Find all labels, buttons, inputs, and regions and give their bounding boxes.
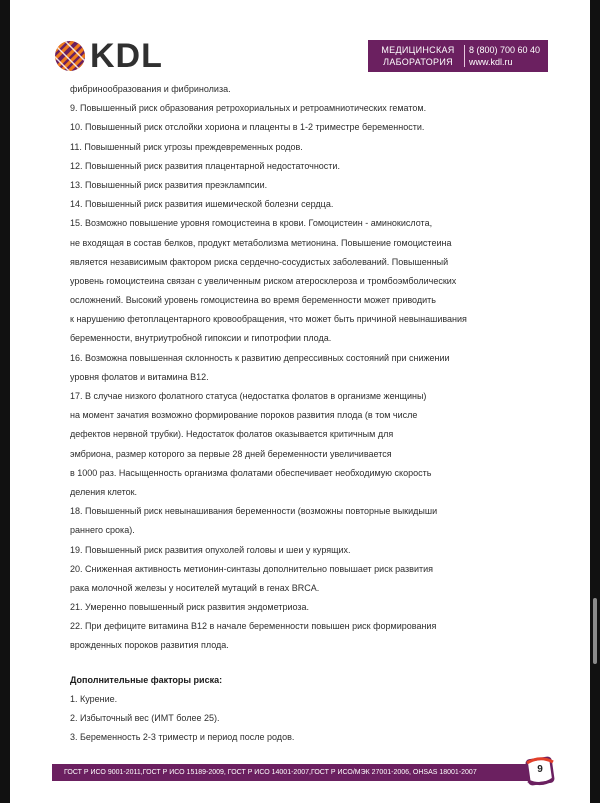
additional-factor-item: 3. Беременность 2-3 триместр и период после родов.	[70, 732, 295, 743]
contact-info	[469, 44, 540, 68]
text-line: на момент зачатия возможно формирование пороков развития плода (в том числе	[70, 410, 418, 421]
page-number-badge	[522, 753, 558, 789]
text-line: 17. В случае низкого фолатного статуса (недостатка фолатов в организме женщины)	[70, 391, 427, 401]
brand-name: KDL	[90, 37, 163, 75]
text-line: уровня фолатов и витамина B12.	[70, 371, 209, 382]
document-body	[70, 80, 560, 747]
text-line: 22. При дефиците витамина B12 в начале беременности повышен риск формирования	[70, 621, 437, 632]
footer-standards-text: ГОСТ Р ИСО 9001-2011,ГОСТ Р ИСО 15189-2009, ГОСТ Р ИСО 14001-2007,ГОСТ Р ИСО/МЭК 27001-2006, OHSAS 18001-2007	[64, 769, 477, 776]
phone-number[interactable]: 8 (800) 700 60 40	[469, 45, 541, 55]
lab-title-line: МЕДИЦИНСКАЯ	[381, 45, 455, 55]
text-line: к нарушению фетоплацентарного кровообращения, что может быть причиной невынашивания	[70, 314, 467, 325]
text-line: 19. Повышенный риск развития опухолей головы и шеи у курящих.	[70, 544, 351, 555]
website-link[interactable]: www.kdl.ru	[469, 57, 513, 67]
text-line: 12. Повышенный риск развития плацентарной недостаточности.	[70, 160, 340, 171]
document-page	[10, 0, 590, 803]
text-line: не входящая в состав белков, продукт метаболизма метионина. Повышение гомоцистеина	[70, 237, 452, 248]
header-separator	[464, 45, 465, 67]
text-line: дефектов нервной трубки). Недостаток фолатов оказывается критичным для	[70, 429, 394, 440]
text-line: 10. Повышенный риск отслойки хориона и плаценты в 1-2 триместре беременности.	[70, 122, 425, 133]
text-line: уровень гомоцистеина связан с увеличенным риском атеросклероза и тромбоэмболических	[70, 275, 457, 286]
kdl-logo	[54, 37, 214, 75]
text-line: 13. Повышенный риск развития преэклампсии.	[70, 179, 268, 190]
text-line: 18. Повышенный риск невынашивания беременности (возможны повторные выкидыши	[70, 506, 438, 517]
text-line: беременности, внутриутробной гипоксии и гипотрофии плода.	[70, 333, 332, 344]
additional-factor-item: 1. Курение.	[70, 693, 118, 704]
text-line: 11. Повышенный риск угрозы преждевременных родов.	[70, 141, 303, 152]
page-number: 9	[537, 764, 543, 775]
text-line: 15. Возможно повышение уровня гомоцистеина в крови. Гомоцистеин - аминокислота,	[70, 218, 433, 229]
text-line: 9. Повышенный риск образования ретрохориальных и ретроамниотических гематом.	[70, 103, 427, 114]
text-line: рака молочной железы у носителей мутаций в генах BRCA.	[70, 582, 320, 593]
text-line: эмбриона, размер которого за первые 28 дней беременности увеличивается	[70, 448, 392, 459]
text-line: деления клеток.	[70, 486, 138, 497]
header-contact-box	[368, 40, 548, 72]
kdl-logo-icon	[54, 40, 86, 72]
additional-factor-item: 2. Избыточный вес (ИМТ более 25).	[70, 713, 220, 723]
text-line: является независимым фактором риска сердечно-сосудистых заболеваний. Повышенный	[70, 256, 449, 267]
text-line: 16. Возможна повышенная склонность к развитию депрессивных состояний при снижении	[70, 352, 450, 363]
text-line: в 1000 раз. Насыщенность организма фолатами обеспечивает необходимую скорость	[70, 467, 432, 478]
text-line: фибринообразования и фибринолиза.	[70, 84, 231, 94]
text-line: 21. Умеренно повышенный риск развития эндометриоза.	[70, 602, 310, 613]
text-line: осложнений. Высокий уровень гомоцистеина во время беременности может приводить	[70, 295, 436, 306]
vertical-scrollbar[interactable]	[593, 598, 597, 664]
text-line: 20. Сниженная активность метионин-синтазы дополнительно повышает риск развития	[70, 563, 434, 574]
footer-standards-bar	[52, 764, 534, 781]
text-line: раннего срока).	[70, 525, 135, 536]
lab-title-line: ЛАБОРАТОРИЯ	[383, 57, 453, 67]
additional-factors-heading: Дополнительные факторы риска:	[70, 674, 223, 685]
text-line: 14. Повышенный риск развития ишемической болезни сердца.	[70, 199, 334, 210]
lab-title	[376, 44, 460, 68]
text-line: врожденных пороков развития плода.	[70, 640, 229, 651]
